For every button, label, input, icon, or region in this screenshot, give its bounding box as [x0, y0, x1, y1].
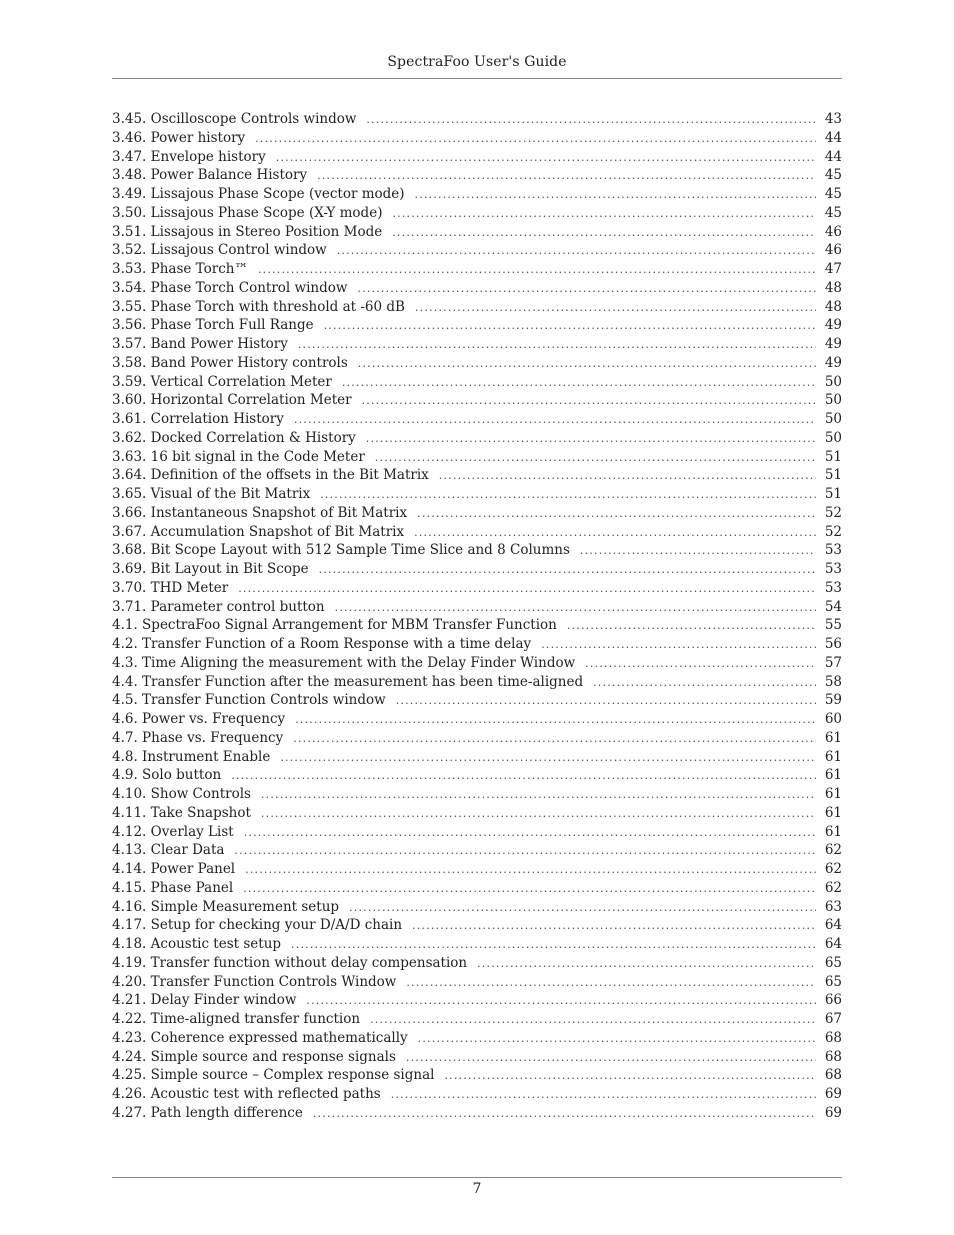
toc-entry-title: 3.45. Oscilloscope Controls window [112, 111, 357, 127]
dot-leader [417, 505, 816, 523]
toc-entry[interactable] [112, 1010, 842, 1029]
toc-entry-page: 61 [824, 767, 842, 784]
page-header-title: SpectraFoo User's Guide [387, 54, 567, 70]
toc-entry-page: 68 [824, 1067, 842, 1084]
toc-entry[interactable] [112, 391, 842, 410]
dot-leader [238, 580, 816, 598]
dot-leader [335, 599, 816, 617]
toc-entry-page: 61 [824, 786, 842, 802]
toc-entry[interactable] [112, 748, 842, 767]
dot-leader [366, 111, 816, 129]
toc-entry-title: 3.53. Phase Torch™ [112, 261, 248, 277]
toc-entry-title: 4.25. Simple source – Complex response signal [112, 1067, 435, 1084]
dot-leader [358, 355, 816, 373]
toc-entry-title: 3.71. Parameter control button [112, 598, 325, 615]
toc-entry[interactable] [112, 804, 842, 823]
toc-entry[interactable] [112, 823, 842, 842]
toc-entry-title: 4.20. Transfer Function Controls Window [112, 973, 397, 990]
dot-leader [477, 955, 816, 973]
toc-entry-title: 3.54. Phase Torch Control window [112, 279, 348, 296]
toc-entry-page: 69 [824, 1086, 842, 1102]
toc-entry[interactable] [112, 635, 842, 654]
toc-entry[interactable] [112, 898, 842, 917]
toc-entry[interactable] [112, 260, 842, 279]
toc-entry-page: 56 [824, 636, 842, 652]
toc-entry-title: 4.5. Transfer Function Controls window [112, 692, 386, 709]
toc-entry-page: 43 [824, 111, 842, 127]
toc-entry-page: 49 [824, 336, 842, 352]
toc-entry-page: 45 [824, 167, 842, 184]
toc-entry-title: 3.56. Phase Torch Full Range [112, 317, 314, 334]
dot-leader [357, 280, 816, 298]
toc-entry[interactable] [112, 148, 842, 167]
toc-entry[interactable] [112, 785, 842, 804]
dot-leader [342, 374, 816, 392]
toc-entry[interactable] [112, 710, 842, 729]
toc-entry-title: 3.57. Band Power History [112, 336, 288, 352]
toc-entry-page: 50 [824, 392, 842, 409]
toc-entry-page: 50 [824, 411, 842, 427]
toc-entry-title: 4.19. Transfer function without delay compensation [112, 954, 468, 971]
dot-leader [392, 205, 816, 223]
toc-entry-page: 47 [824, 261, 842, 277]
toc-entry-title: 4.15. Phase Panel [112, 879, 234, 896]
toc-entry-page: 63 [824, 898, 842, 915]
toc-entry[interactable] [112, 616, 842, 635]
toc-entry-page: 53 [824, 561, 842, 577]
toc-entry[interactable] [112, 935, 842, 954]
toc-entry-title: 4.6. Power vs. Frequency [112, 711, 286, 727]
toc-entry[interactable] [112, 298, 842, 317]
toc-entry-page: 64 [824, 917, 842, 934]
dot-leader [319, 561, 816, 579]
dot-leader [414, 524, 816, 542]
dot-leader [418, 1030, 816, 1048]
toc-entry[interactable] [112, 129, 842, 148]
toc-entry-page: 53 [824, 579, 842, 596]
toc-entry[interactable] [112, 485, 842, 504]
toc-entry[interactable] [112, 241, 842, 260]
toc-entry-title: 3.62. Docked Correlation & History [112, 429, 356, 446]
toc-entry[interactable] [112, 1048, 842, 1067]
dot-leader [261, 805, 816, 823]
dot-leader [320, 486, 816, 504]
toc-entry-page: 45 [824, 204, 842, 221]
toc-entry[interactable] [112, 1085, 842, 1104]
toc-entry[interactable] [112, 860, 842, 879]
toc-entry-page: 46 [824, 242, 842, 259]
toc-entry-title: 4.10. Show Controls [112, 786, 251, 802]
toc-entry[interactable] [112, 541, 842, 560]
toc-entry[interactable] [112, 448, 842, 467]
toc-entry[interactable] [112, 560, 842, 579]
toc-entry[interactable] [112, 1029, 842, 1048]
dot-leader [317, 167, 816, 185]
toc-entry-title: 3.68. Bit Scope Layout with 512 Sample Time Slice and 8 Columns [112, 542, 570, 559]
toc-entry[interactable] [112, 354, 842, 373]
dot-leader [370, 1011, 816, 1029]
toc-entry-page: 67 [824, 1011, 842, 1027]
toc-entry-page: 53 [824, 542, 842, 559]
dot-leader [415, 299, 816, 317]
dot-leader [298, 336, 816, 354]
toc-entry-page: 61 [824, 823, 842, 840]
dot-leader [541, 636, 816, 654]
toc-entry-title: 4.17. Setup for checking your D/A/D chain [112, 917, 403, 934]
toc-entry-title: 3.59. Vertical Correlation Meter [112, 373, 332, 390]
dot-leader [439, 467, 816, 485]
dot-leader [324, 317, 816, 335]
dot-leader [391, 1086, 816, 1104]
toc-entry-title: 3.63. 16 bit signal in the Code Meter [112, 448, 365, 465]
toc-entry[interactable] [112, 916, 842, 935]
dot-leader [276, 149, 816, 167]
dot-leader [234, 842, 816, 860]
toc-entry[interactable] [112, 466, 842, 485]
toc-entry[interactable] [112, 691, 842, 710]
toc-entry-page: 64 [824, 936, 842, 952]
toc-entry[interactable] [112, 523, 842, 542]
toc-entry[interactable] [112, 223, 842, 242]
dot-leader [349, 899, 816, 917]
toc-entry-title: 3.60. Horizontal Correlation Meter [112, 392, 352, 409]
dot-leader [280, 749, 816, 767]
toc-entry-page: 49 [824, 354, 842, 371]
dot-leader [580, 542, 816, 560]
dot-leader [245, 861, 816, 879]
toc-entry-title: 4.26. Acoustic test with reflected paths [112, 1086, 381, 1102]
toc-entry-page: 65 [824, 954, 842, 971]
dot-leader [593, 674, 816, 692]
dot-leader [585, 655, 816, 673]
toc-entry-page: 66 [824, 992, 842, 1009]
toc-entry[interactable] [112, 373, 842, 392]
toc-entry-title: 4.3. Time Aligning the measurement with the Delay Finder Window [112, 654, 576, 671]
toc-entry[interactable] [112, 279, 842, 298]
dot-leader [366, 430, 816, 448]
toc-entry-page: 55 [824, 617, 842, 634]
dot-leader [293, 730, 816, 748]
dot-leader [291, 936, 816, 954]
toc-entry[interactable] [112, 335, 842, 354]
dot-leader [415, 186, 816, 204]
toc-entry-page: 52 [824, 523, 842, 540]
dot-leader [362, 392, 816, 410]
toc-entry[interactable] [112, 766, 842, 785]
toc-entry[interactable] [112, 1104, 842, 1123]
dot-leader [244, 824, 816, 842]
list-of-figures [112, 110, 842, 1123]
toc-entry-title: 4.22. Time-aligned transfer function [112, 1011, 361, 1027]
toc-entry-page: 45 [824, 186, 842, 202]
toc-entry-title: 4.4. Transfer Function after the measurement has been time-aligned [112, 673, 584, 690]
toc-entry[interactable] [112, 729, 842, 748]
dot-leader [243, 880, 816, 898]
toc-entry[interactable] [112, 185, 842, 204]
toc-entry-page: 62 [824, 861, 842, 877]
toc-entry-page: 52 [824, 504, 842, 521]
toc-entry-title: 3.66. Instantaneous Snapshot of Bit Matrix [112, 504, 408, 521]
toc-entry[interactable] [112, 410, 842, 429]
toc-entry[interactable] [112, 673, 842, 692]
dot-leader [444, 1067, 816, 1085]
toc-entry[interactable] [112, 991, 842, 1010]
toc-entry-title: 4.8. Instrument Enable [112, 748, 271, 765]
toc-entry[interactable] [112, 204, 842, 223]
toc-entry-page: 65 [824, 973, 842, 990]
toc-entry-page: 54 [824, 598, 842, 615]
toc-entry-page: 57 [824, 654, 842, 671]
toc-entry-title: 4.27. Path length difference [112, 1104, 303, 1121]
toc-entry[interactable] [112, 954, 842, 973]
toc-entry-page: 61 [824, 804, 842, 821]
toc-entry-title: 3.61. Correlation History [112, 411, 284, 427]
dot-leader [337, 242, 816, 260]
dot-leader [306, 992, 816, 1010]
toc-entry[interactable] [112, 429, 842, 448]
toc-entry-title: 4.7. Phase vs. Frequency [112, 729, 284, 746]
toc-entry-page: 58 [824, 673, 842, 690]
toc-entry-page: 68 [824, 1029, 842, 1046]
toc-entry-title: 3.70. THD Meter [112, 579, 229, 596]
toc-entry-title: 3.47. Envelope history [112, 148, 266, 165]
toc-entry-title: 4.2. Transfer Function of a Room Response with a time delay [112, 636, 532, 652]
toc-entry[interactable] [112, 504, 842, 523]
dot-leader [258, 261, 816, 279]
dot-leader [567, 617, 816, 635]
toc-entry-page: 50 [824, 429, 842, 446]
footer-divider [112, 1177, 842, 1178]
toc-entry-page: 61 [824, 748, 842, 765]
toc-entry-title: 3.49. Lissajous Phase Scope (vector mode) [112, 186, 405, 202]
toc-entry[interactable] [112, 166, 842, 185]
dot-leader [261, 786, 816, 804]
toc-entry-page: 62 [824, 879, 842, 896]
toc-entry-page: 62 [824, 842, 842, 859]
toc-entry-title: 4.24. Simple source and response signals [112, 1048, 396, 1065]
dot-leader [375, 449, 816, 467]
dot-leader [231, 767, 816, 785]
toc-entry[interactable] [112, 110, 842, 129]
page-number: 7 [472, 1181, 482, 1197]
toc-entry-page: 51 [824, 467, 842, 484]
toc-entry-title: 3.55. Phase Torch with threshold at -60 dB [112, 298, 405, 315]
toc-entry-page: 48 [824, 279, 842, 296]
toc-entry-title: 3.69. Bit Layout in Bit Scope [112, 561, 309, 577]
toc-entry-page: 44 [824, 148, 842, 165]
toc-entry-title: 3.65. Visual of the Bit Matrix [112, 486, 311, 502]
toc-entry-title: 3.64. Definition of the offsets in the Bit Matrix [112, 467, 429, 484]
toc-entry-title: 3.51. Lissajous in Stereo Position Mode [112, 223, 383, 240]
dot-leader [294, 411, 816, 429]
header-divider [112, 78, 842, 79]
toc-entry-page: 44 [824, 129, 842, 146]
dot-leader [396, 692, 816, 710]
toc-entry-title: 4.12. Overlay List [112, 823, 234, 840]
toc-entry-page: 60 [824, 711, 842, 727]
toc-entry[interactable] [112, 841, 842, 860]
toc-entry-title: 4.9. Solo button [112, 767, 222, 784]
toc-entry-title: 3.50. Lissajous Phase Scope (X-Y mode) [112, 204, 383, 221]
toc-entry-title: 3.46. Power history [112, 129, 246, 146]
toc-entry-title: 4.11. Take Snapshot [112, 804, 251, 821]
toc-entry[interactable] [112, 316, 842, 335]
toc-entry-page: 68 [824, 1048, 842, 1065]
toc-entry-page: 69 [824, 1104, 842, 1121]
toc-entry[interactable] [112, 598, 842, 617]
toc-entry-title: 4.1. SpectraFoo Signal Arrangement for MBM Transfer Function [112, 617, 557, 634]
dot-leader [255, 130, 816, 148]
dot-leader [412, 917, 816, 935]
toc-entry-title: 4.23. Coherence expressed mathematically [112, 1029, 408, 1046]
toc-entry-title: 3.52. Lissajous Control window [112, 242, 327, 259]
toc-entry[interactable] [112, 654, 842, 673]
toc-entry-title: 3.67. Accumulation Snapshot of Bit Matrix [112, 523, 405, 540]
dot-leader [295, 711, 816, 729]
dot-leader [406, 974, 816, 992]
toc-entry[interactable] [112, 579, 842, 598]
toc-entry[interactable] [112, 1066, 842, 1085]
toc-entry-title: 4.18. Acoustic test setup [112, 936, 282, 952]
toc-entry-page: 48 [824, 298, 842, 315]
toc-entry-page: 50 [824, 373, 842, 390]
toc-entry-page: 46 [824, 223, 842, 240]
toc-entry-title: 4.13. Clear Data [112, 842, 225, 859]
toc-entry-title: 3.48. Power Balance History [112, 167, 308, 184]
toc-entry-page: 59 [824, 692, 842, 709]
toc-entry-title: 4.14. Power Panel [112, 861, 236, 877]
toc-entry-title: 4.21. Delay Finder window [112, 992, 297, 1009]
toc-entry-page: 51 [824, 486, 842, 502]
dot-leader [406, 1049, 816, 1067]
toc-entry-page: 51 [824, 448, 842, 465]
toc-entry-page: 61 [824, 729, 842, 746]
toc-entry-page: 49 [824, 317, 842, 334]
dot-leader [313, 1105, 816, 1123]
dot-leader [392, 224, 816, 242]
toc-entry[interactable] [112, 879, 842, 898]
toc-entry-title: 3.58. Band Power History controls [112, 354, 348, 371]
toc-entry[interactable] [112, 973, 842, 992]
toc-entry-title: 4.16. Simple Measurement setup [112, 898, 340, 915]
